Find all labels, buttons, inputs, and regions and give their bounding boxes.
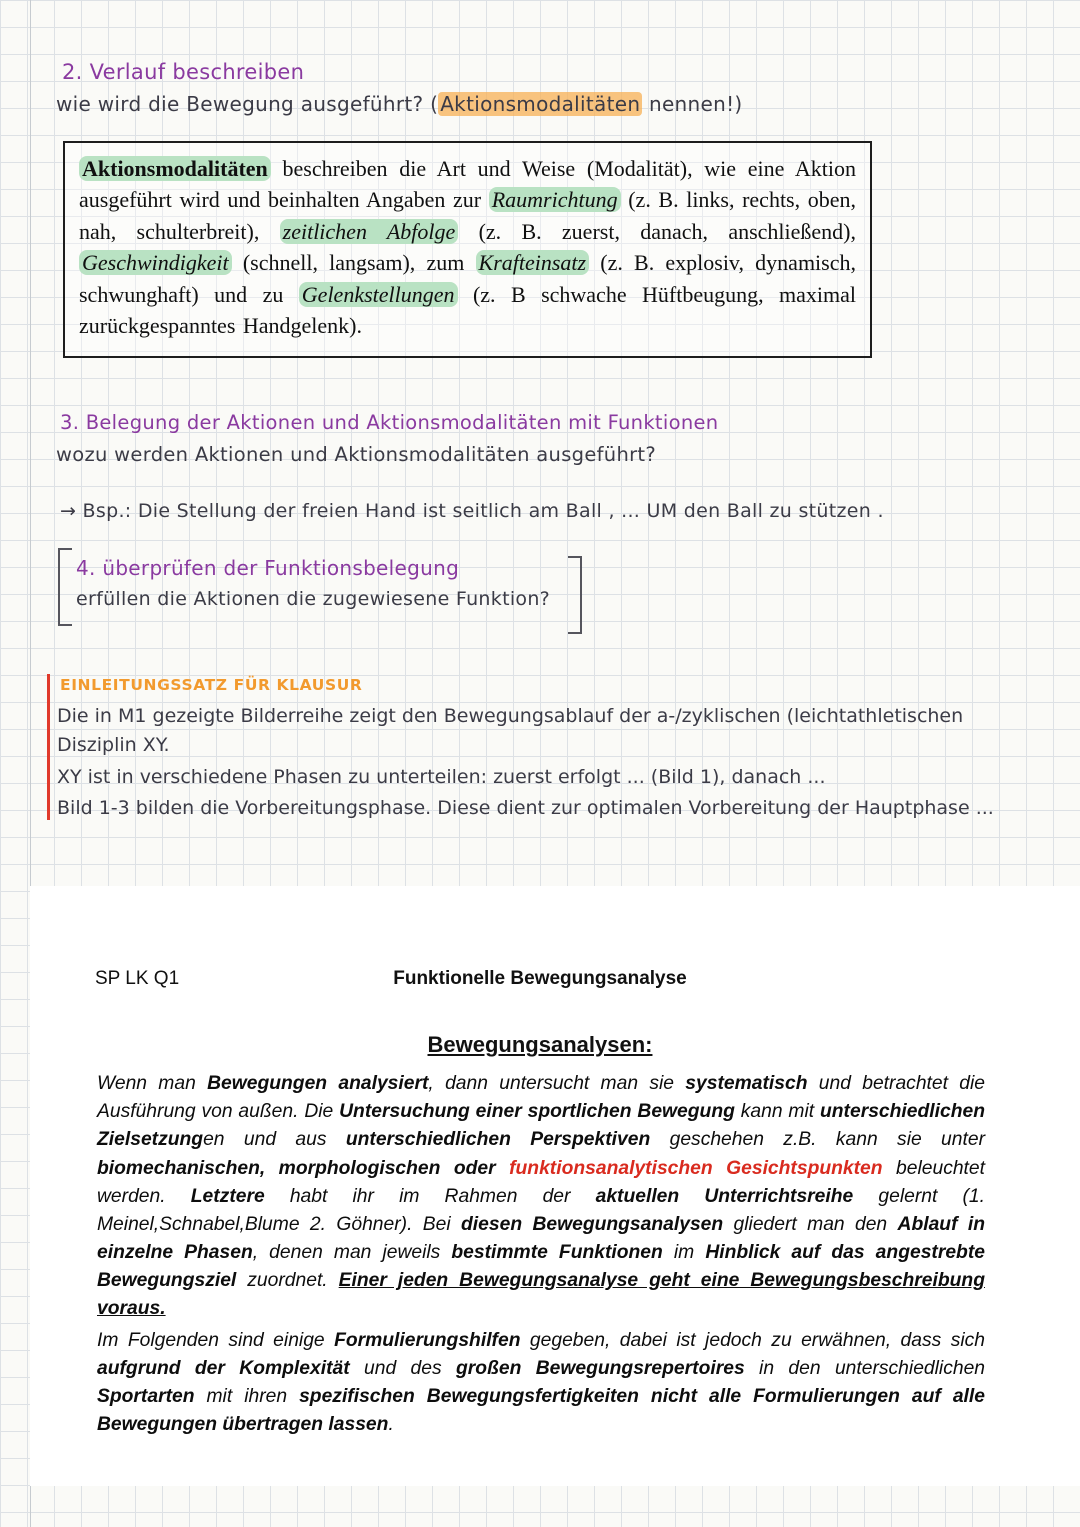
klausur-intro-paragraph xyxy=(57,702,1032,826)
page-header-title: Funktionelle Bewegungsanalyse xyxy=(393,968,687,989)
klausur-line: Die in M1 gezeigte Bilderreihe zeigt den Bewegungsablauf der a-/zyklischen (leichtathletischen Disziplin XY. xyxy=(57,705,964,757)
typed-page-header xyxy=(95,968,985,990)
handwritten-step2-question: wie wird die Bewegung ausgeführt? ( Aktionsmodalitäten nennen!) xyxy=(56,92,743,116)
typed-paragraph-2: Im Folgenden sind einige Formulierungshilfen gegeben, dabei ist jedoch zu erwähnen, dass sich aufgrund der Komplexität und des großen Bewegungsrepertoires in den unterschiedlichen Sportarten mit ihren spezifischen Bewegungsfertigkeiten nicht alle Formulierungen auf alle Bewegungen übertragen lassen. xyxy=(97,1329,986,1436)
section-title-wrap xyxy=(95,1032,985,1058)
course-code: SP LK Q1 xyxy=(95,968,180,989)
handwritten-example-line: → Bsp.: Die Stellung der freien Hand ist seitlich am Ball , ... UM den Ball zu stützen . xyxy=(60,500,884,522)
klausur-heading: EINLEITUNGSSATZ FÜR KLAUSUR xyxy=(60,676,363,694)
left-bracket-mark xyxy=(58,548,72,626)
typed-body-text xyxy=(97,1070,985,1442)
right-bracket-mark xyxy=(568,556,582,634)
handwritten-step2-title: 2. Verlauf beschreiben xyxy=(62,60,305,84)
handwritten-step3-question: wozu werden Aktionen und Aktionsmodalitäten ausgeführt? xyxy=(56,443,657,466)
handwritten-step4-title: 4. überprüfen der Funktionsbelegung xyxy=(76,556,460,580)
handwritten-step4-question: erfüllen die Aktionen die zugewiesene Funktion? xyxy=(76,588,551,610)
red-margin-line xyxy=(47,674,50,820)
klausur-line: Bild 1-3 bilden die Vorbereitungsphase. Diese dient zur optimalen Vorbereitung der Hauptphase ... xyxy=(57,797,994,820)
definition-box: Aktionsmodalitäten beschreiben die Art und Weise (Modalität), wie eine Aktion ausgeführt wird und beinhalten Angaben zur Raumrichtung (z. B. links, rechts, oben, nah, schulterbreit), zeitlichen Abfolge (z. B. zuerst, danach, anschließend), Geschwindigkeit (schnell, langsam), zum Krafteinsatz (z. B. explosiv, dynamisch, schwunghaft) und zu Gelenkstellungen (z. B schwache Hüftbeugung, maximal zurückgespanntes Handgelenk). xyxy=(63,141,872,358)
handwritten-step4-bracket xyxy=(58,548,582,626)
handwritten-step3-title: 3. Belegung der Aktionen und Aktionsmodalitäten mit Funktionen xyxy=(60,411,719,434)
typed-paragraph-1: Wenn man Bewegungen analysiert, dann untersucht man sie systematisch und betrachtet die Ausführung von außen. Die Untersuchung einer sportlichen Bewegung kann mit unterschiedlichen Zielsetzungen und aus unterschiedlichen Perspektiven geschehen z.B. kann sie unter biomechanischen, morphologischen oder funktionsanalytischen Gesichtspunkten beleuchtet werden. Letztere habt ihr im Rahmen der aktuellen Unterrichtsreihe gelernt (1. Meinel,Schnabel,Blume 2. Göhner). Bei diesen Bewegungsanalysen gliedert man den Ablauf in einzelne Phasen, denen man jeweils bestimmte Funktionen im Hinblick auf das angestrebte Bewegungsziel zuordnet. Einer jeden Bewegungsanalyse geht eine Bewegungsbeschreibung voraus. xyxy=(97,1073,986,1320)
klausur-line: XY ist in verschiedene Phasen zu unterteilen: zuerst erfolgt ... (Bild 1), danach ... xyxy=(57,765,826,788)
section-title: Bewegungsanalysen: xyxy=(427,1032,653,1057)
